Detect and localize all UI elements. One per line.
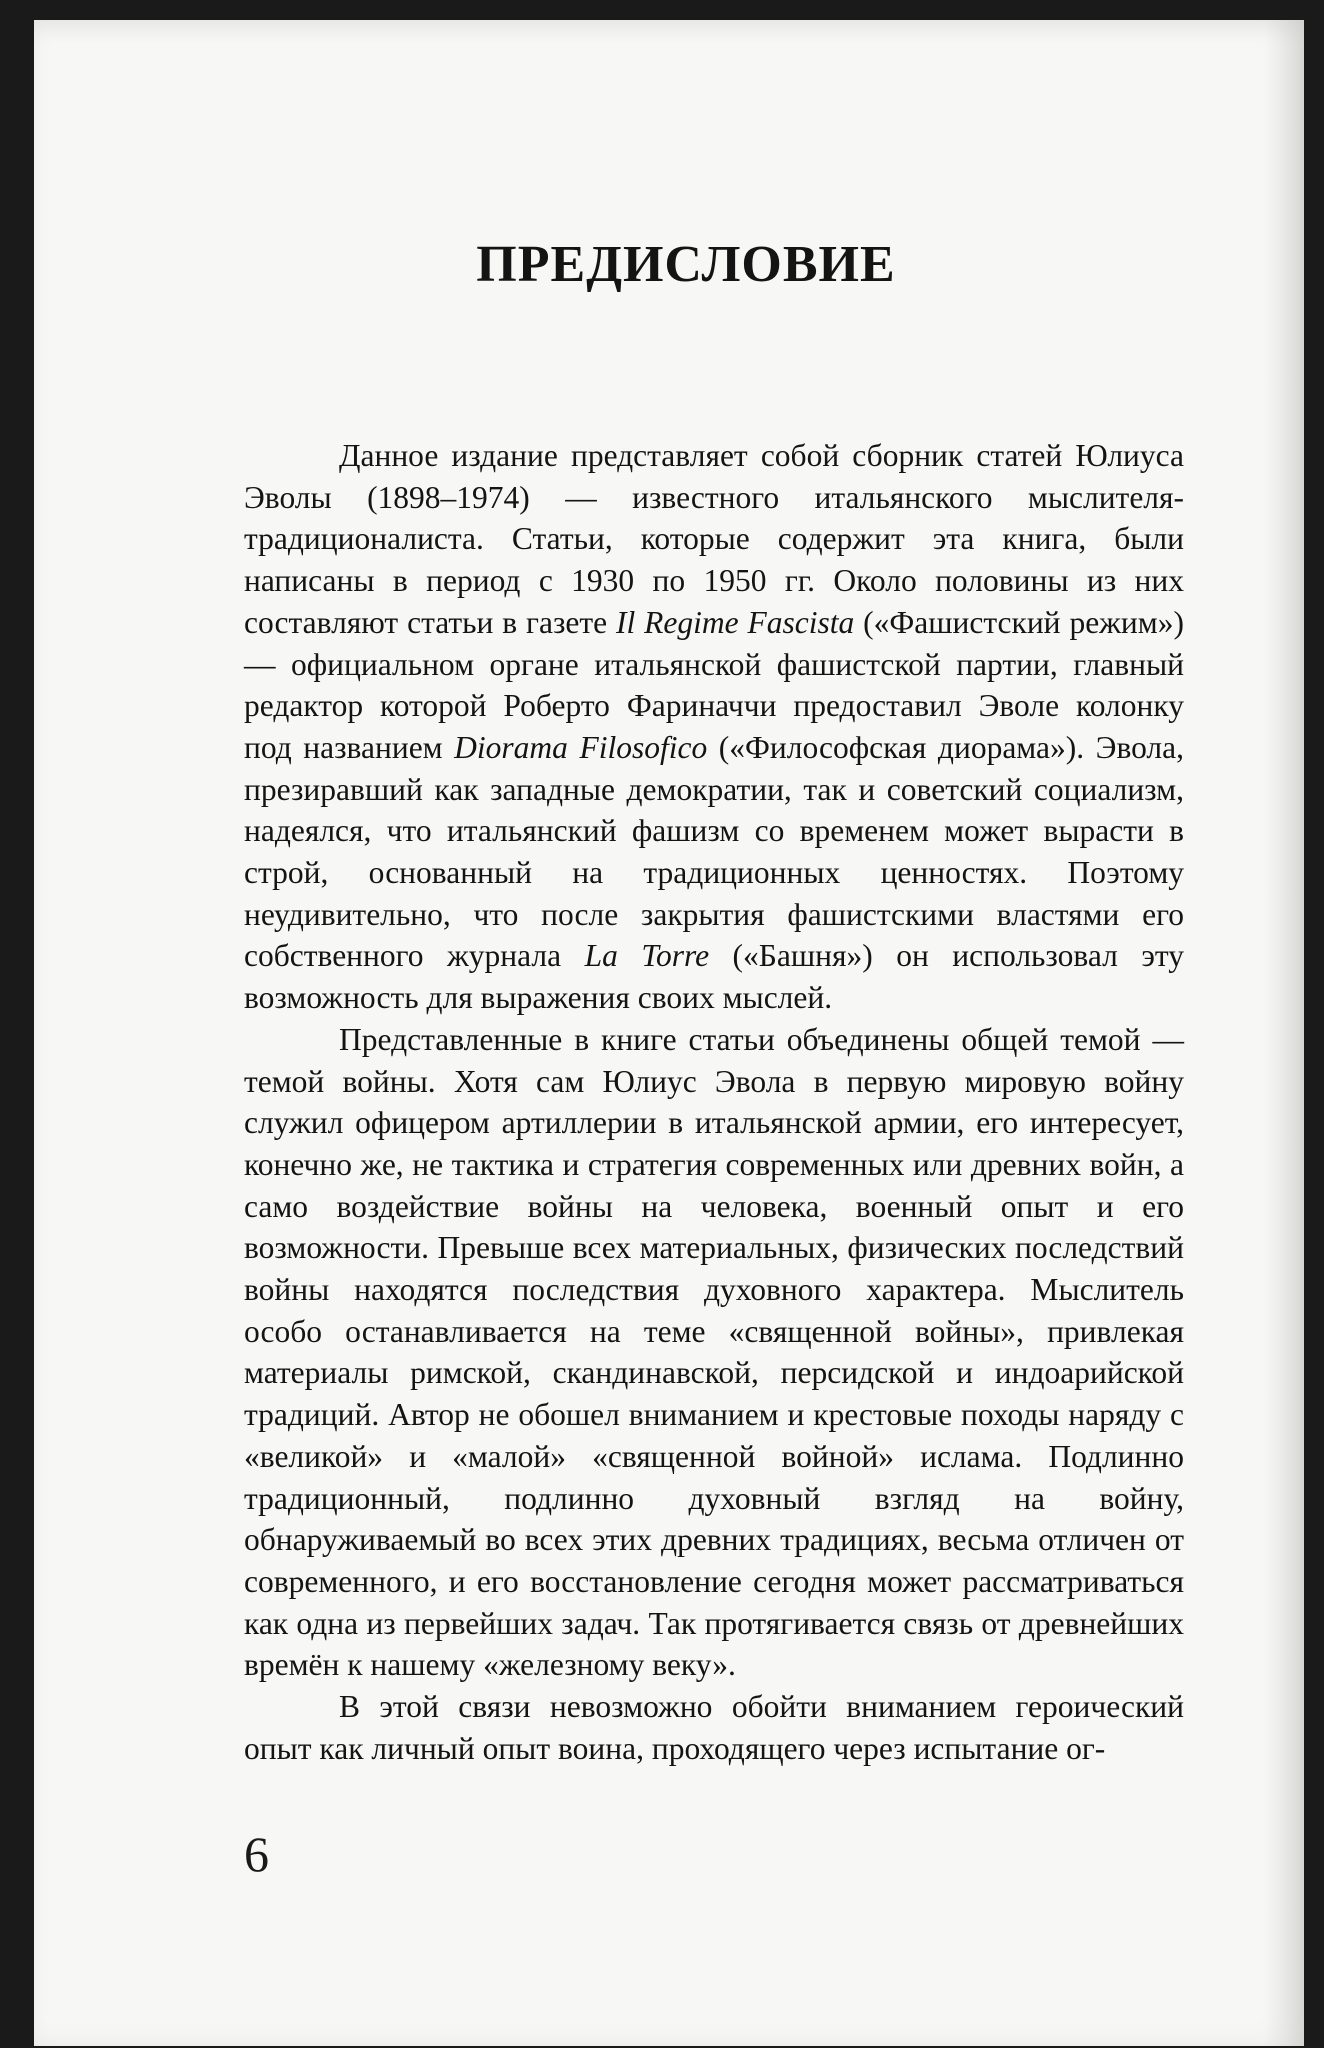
journal-title: La Torre [584,938,710,974]
paragraph-2 [244,1019,1184,1686]
text-segment: Представленные в книге статьи объединены общей темой — темой войны. Хотя сам Юлиус Эвола в первую мировую войну служил офицером артиллерии в итальянской армии, его интересует, конечно же, не тактика и стратегия современных или древних войн, а само воздействие войны на человека, военный опыт и его возможности. Превыше всех материальных, физических последствий войны находятся последствия духовного характера. Мыслитель особо останавливается на теме «священной войны», привлекая материалы римской, скандинавской, персидской и индоарийской традиций. Автор не обошел вниманием и крестовые походы наряду с «великой» и «малой» «священной войной» ислама. Подлинно традиционный, подлинно духовный взгляд на войну, обнаруживаемый во всех этих древних традициях, весьма отличен от современного, и его восстановление сегодня может рассматриваться как одна из первейших задач. Так протягивается связь от древнейших времён к нашему «железному веку». [244,1021,1184,1683]
book-page [34,20,1304,2046]
text-segment: Данное издание представляет собой сборник статей Юлиуса Эволы (1898–1974) — известного итальянского мыслителя-традиционалиста. Статьи, которые содержит эта книга, были написаны в период с 1930 по 1950 гг. Около половины из них составляют статьи в газете [244,438,1184,640]
page-title: ПРЕДИСЛОВИЕ [476,236,896,293]
page-number: 6 [244,1826,269,1882]
newspaper-title: Il Regime Fascista [616,604,855,640]
body-text [244,435,1184,1770]
text-segment: («Фашистский режим») — официальном органе итальянской фашистской партии, главный редактор которой Роберто Фариначчи предоставил Эволе колонку под названием [244,604,1184,765]
text-segment: В этой связи невозможно обойти вниманием героический опыт как личный опыт воина, проходящего через испытание ог- [244,1689,1184,1766]
paragraph-1 [244,435,1184,1019]
paragraph-3 [244,1686,1184,1769]
text-segment: («Философская диорама»). Эвола, презиравший как западные демократии, так и советский социализм, надеялся, что итальянский фашизм со временем может вырасти в строй, основанный на традиционных ценностях. Поэтому неудивительно, что после закрытия фашистскими властями его собственного журнала [244,729,1185,974]
text-segment: («Башня») он использовал эту возможность для выражения своих мыслей. [244,938,1184,1016]
column-title: Diorama Filosofico [454,729,708,765]
